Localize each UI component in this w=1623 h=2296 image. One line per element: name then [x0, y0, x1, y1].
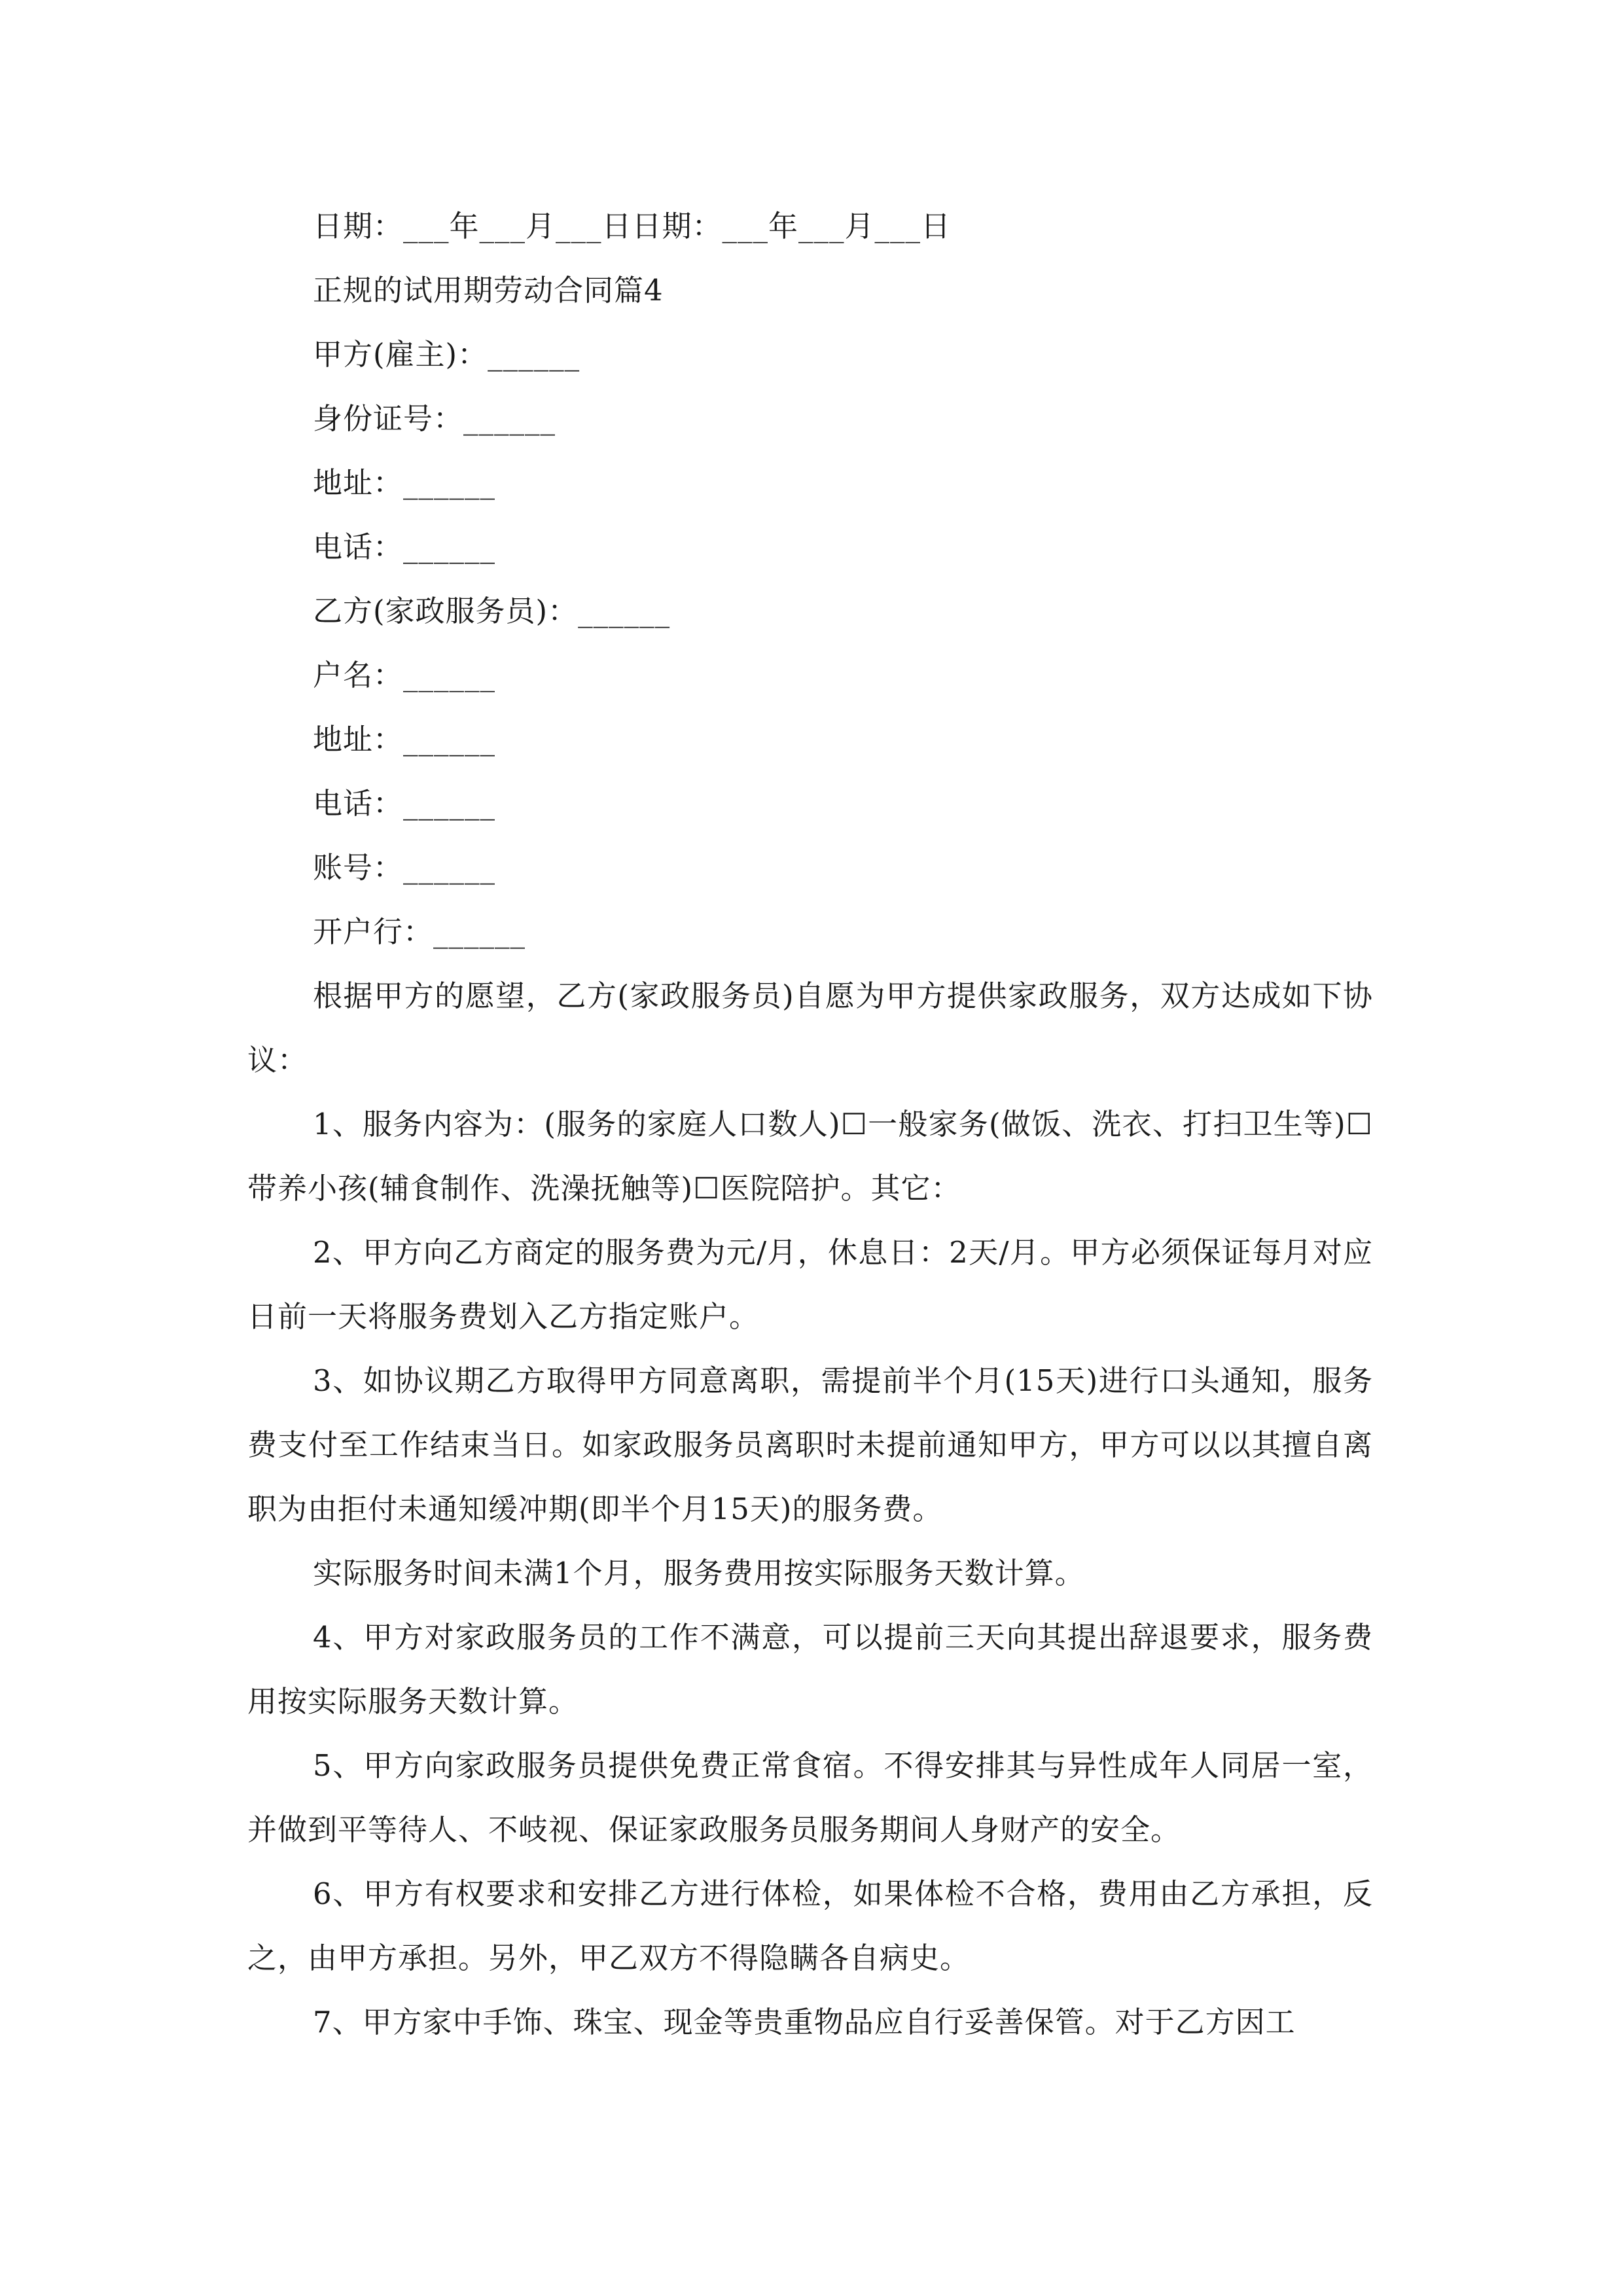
clause-6-paragraph: 6、甲方有权要求和安排乙方进行体检，如果体检不合格，费用由乙方承担，反之，由甲方承担。另外，甲乙双方不得隐瞒各自病史。: [247, 1876, 1373, 1975]
clause-5-paragraph: 5、甲方向家政服务员提供免费正常食宿。不得安排其与异性成年人同居一室，并做到平等待人、不岐视、保证家政服务员服务期间人身财产的安全。: [247, 1748, 1373, 1847]
account-name-field: 户名：______: [313, 658, 496, 692]
clause-3-note-paragraph: 实际服务时间未满1个月，服务费用按实际服务天数计算。: [313, 1556, 1085, 1590]
clause-3-paragraph: 3、如协议期乙方取得甲方同意离职，需提前半个月(15天)进行口头通知，服务费支付至工作结束当日。如家政服务员离职时未提前通知甲方，甲方可以以其擅自离职为由拒付未通知缓冲期(即半个月15天)的服务费。: [247, 1363, 1373, 1526]
agreement-intro-paragraph: 根据甲方的愿望，乙方(家政服务员)自愿为甲方提供家政服务，双方达成如下协议：: [247, 978, 1373, 1077]
clause-7-paragraph: 7、甲方家中手饰、珠宝、现金等贵重物品应自行妥善保管。对于乙方因工: [313, 2005, 1296, 2039]
clause-4-paragraph: 4、甲方对家政服务员的工作不满意，可以提前三天向其提出辞退要求，服务费用按实际服务天数计算。: [247, 1620, 1373, 1719]
clause-2-paragraph: 2、甲方向乙方商定的服务费为元/月，休息日：2天/月。甲方必须保证每月对应日前一天将服务费划入乙方指定账户。: [247, 1235, 1373, 1334]
id-number-field: 身份证号：______: [313, 401, 556, 436]
party-a-address-field: 地址：______: [313, 465, 496, 500]
party-b-phone-field: 电话：______: [313, 786, 496, 821]
clause-1-paragraph: 1、服务内容为：(服务的家庭人口数人)☐一般家务(做饭、洗衣、打扫卫生等)☐带养小孩(辅食制作、洗澡抚触等)☐医院陪护。其它：: [247, 1107, 1373, 1206]
party-b-housekeeper-field: 乙方(家政服务员)：______: [313, 594, 671, 628]
account-number-field: 账号：______: [313, 850, 496, 885]
party-a-phone-field: 电话：______: [313, 529, 496, 564]
party-a-employer-field: 甲方(雇主)：______: [313, 337, 580, 372]
signature-date-line: 日期：___年___月___日日期：___年___月___日: [313, 209, 952, 243]
bank-field: 开户行：______: [313, 914, 526, 949]
party-b-address-field: 地址：______: [313, 722, 496, 757]
section-title: 正规的试用期劳动合同篇4: [313, 273, 664, 308]
